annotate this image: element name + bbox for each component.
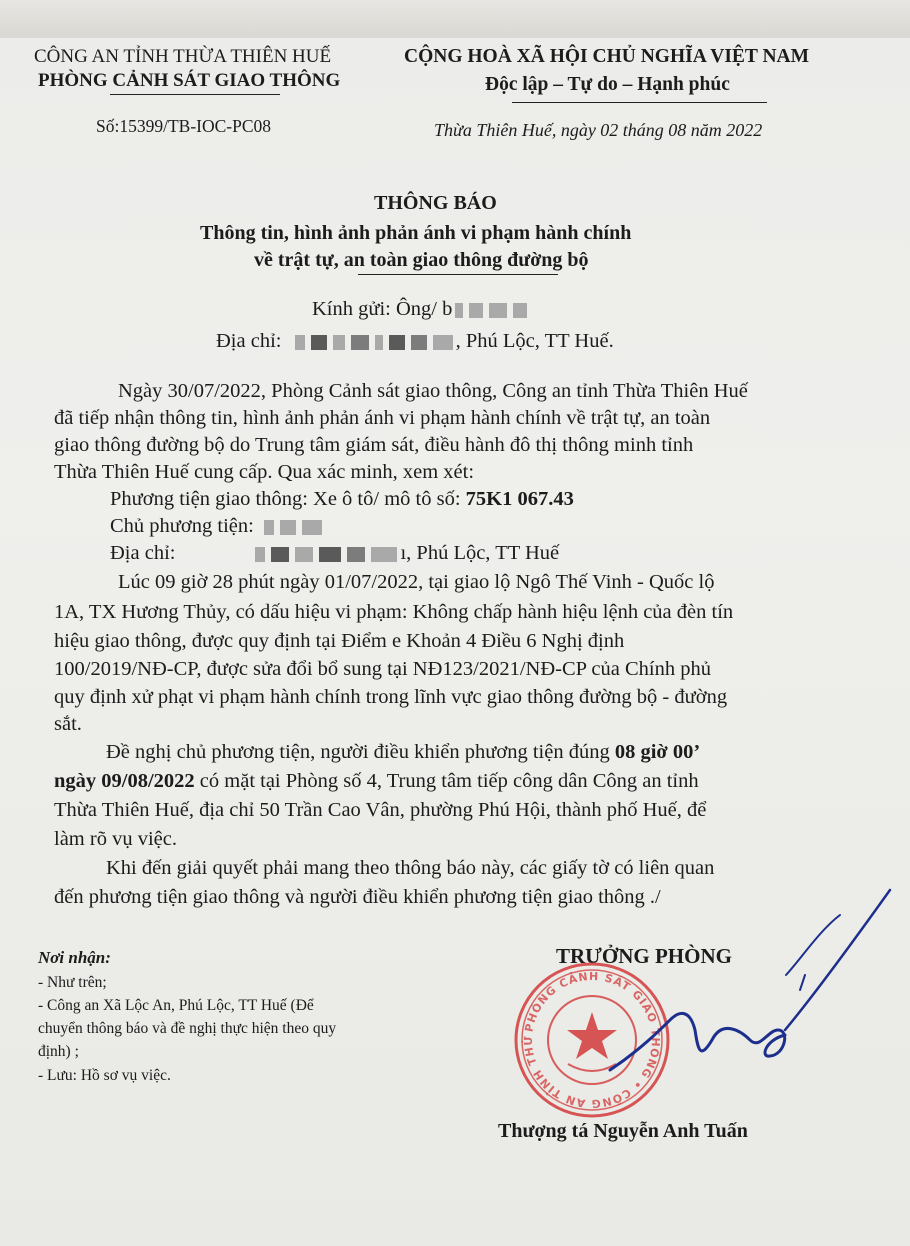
redaction-block <box>319 547 341 562</box>
recipients-item-3: - Lưu: Hồ sơ vụ việc. <box>38 1067 171 1084</box>
paragraph-3-line-2 <box>54 770 699 793</box>
paragraph-4-line-2: đến phương tiện giao thông và người điều khiển phương tiện giao thông ./ <box>54 886 661 908</box>
country-name: CỘNG HOÀ XÃ HỘI CHỦ NGHĨA VIỆT NAM <box>404 46 810 67</box>
national-motto: Độc lập – Tự do – Hạnh phúc <box>485 74 730 95</box>
redaction-block <box>375 335 383 350</box>
owner-line <box>110 515 325 538</box>
document-title: THÔNG BÁO <box>374 192 497 214</box>
appointment-time: 08 giờ 00’ <box>614 741 701 763</box>
recipient-address-label: Địa chỉ: <box>216 330 282 352</box>
svg-text:PHÒNG CẢNH SÁT GIAO THÔNG • CÔ: PHÒNG CẢNH SÁT GIAO THÔNG • CÔNG AN TỈNH THỪA THIÊN HUẾ <box>506 950 663 1111</box>
title-underline <box>358 274 558 275</box>
motto-underline <box>512 102 767 103</box>
paragraph-2-line-2: 1A, TX Hương Thủy, có dấu hiệu vi phạm: Không chấp hành hiệu lệnh của đèn tín <box>54 601 734 623</box>
vehicle-label: Phương tiện giao thông: Xe ô tô/ mô tô số: <box>110 488 466 510</box>
paragraph-1-line-4: Thừa Thiên Huế cung cấp. Qua xác minh, xem xét: <box>54 461 475 483</box>
paragraph-3-line-1 <box>106 741 700 764</box>
redaction-block <box>455 303 463 318</box>
redaction-block <box>311 335 327 350</box>
redaction-block <box>371 547 397 562</box>
owner-address-tail: ı, Phú Lộc, TT Huế <box>400 542 560 564</box>
paragraph-3-line-4: làm rõ vụ việc. <box>54 828 177 850</box>
recipients-item-1: - Như trên; <box>38 974 107 991</box>
redaction-block <box>271 547 289 562</box>
redaction-block <box>333 335 345 350</box>
redaction-block <box>489 303 507 318</box>
paragraph-1-line-3: giao thông đường bộ do Trung tâm giám sát, điều hành đô thị thông minh tỉnh <box>54 434 694 456</box>
recipient-address <box>216 330 614 353</box>
paragraph-1-line-1: Ngày 30/07/2022, Phòng Cảnh sát giao thông, Công an tỉnh Thừa Thiên Huế <box>118 380 748 402</box>
owner-label: Chủ phương tiện: <box>110 515 254 537</box>
redaction-block <box>302 520 322 535</box>
redaction-block <box>513 303 527 318</box>
redaction-block <box>295 335 305 350</box>
vehicle-line <box>110 488 574 511</box>
place-date: Thừa Thiên Huế, ngày 02 tháng 08 năm 2022 <box>434 120 763 140</box>
redaction-block <box>411 335 427 350</box>
agency-underline <box>110 94 280 95</box>
paragraph-4-line-1: Khi đến giải quyết phải mang theo thông báo này, các giấy tờ có liên quan <box>106 857 715 879</box>
agency-line1: CÔNG AN TỈNH THỪA THIÊN HUẾ <box>34 46 332 67</box>
paper-top-edge <box>0 0 910 38</box>
recipients-item-2-line-3: định) ; <box>38 1043 79 1060</box>
redaction-block <box>280 520 296 535</box>
agency-line2: PHÒNG CẢNH SÁT GIAO THÔNG <box>38 70 341 91</box>
paragraph-2-line-3: hiệu giao thông, được quy định tại Điểm e Khoản 4 Điều 6 Nghị định <box>54 630 625 652</box>
paragraph-1-line-2: đã tiếp nhận thông tin, hình ảnh phản ánh vi phạm hành chính về trật tự, an toàn <box>54 407 711 429</box>
recipient-address-tail: , Phú Lộc, TT Huế. <box>455 330 614 352</box>
recipients-item-2-line-2: chuyển thông báo và đề nghị thực hiện theo quy <box>38 1020 337 1037</box>
redaction-block <box>469 303 483 318</box>
p3-line1-text: Đề nghị chủ phương tiện, người điều khiển phương tiện đúng <box>106 741 615 763</box>
document-subtitle-2: về trật tự, an toàn giao thông đường bộ <box>254 249 589 271</box>
redaction-block <box>433 335 453 350</box>
signature-icon <box>600 880 900 1100</box>
redaction-block <box>255 547 265 562</box>
recipient-greeting <box>312 298 530 321</box>
signer-position: TRƯỞNG PHÒNG <box>556 944 732 968</box>
paragraph-2-line-5: quy định xử phạt vi phạm hành chính trong lĩnh vực giao thông đường bộ - đường <box>54 686 728 708</box>
paragraph-3-line-3: Thừa Thiên Huế, địa chỉ 50 Trần Cao Vân, phường Phú Hội, thành phố Huế, để <box>54 799 707 821</box>
p3-line2-text: có mặt tại Phòng số 4, Trung tâm tiếp công dân Công an tỉnh <box>194 770 699 792</box>
recipient-greeting-text: Kính gửi: Ông/ b <box>312 298 453 320</box>
owner-address-line <box>110 542 559 565</box>
recipients-title: Nơi nhận: <box>38 948 111 967</box>
document-number: Số:15399/TB-IOC-PC08 <box>96 116 272 136</box>
redaction-block <box>347 547 365 562</box>
redaction-block <box>389 335 405 350</box>
redaction-block <box>295 547 313 562</box>
paragraph-2-line-4: 100/2019/NĐ-CP, được sửa đổi bổ sung tại NĐ123/2021/NĐ-CP của Chính phủ <box>54 658 711 680</box>
signer-name: Thượng tá Nguyễn Anh Tuấn <box>498 1120 748 1142</box>
paragraph-2-line-1: Lúc 09 giờ 28 phút ngày 01/07/2022, tại giao lộ Ngô Thế Vinh - Quốc lộ <box>118 571 715 593</box>
recipients-item-2-line-1: - Công an Xã Lộc An, Phú Lộc, TT Huế (Để <box>38 997 314 1014</box>
vehicle-plate: 75K1 067.43 <box>465 488 574 510</box>
document-subtitle-1: Thông tin, hình ảnh phản ánh vi phạm hành chính <box>200 222 632 244</box>
redaction-block <box>351 335 369 350</box>
paragraph-2-line-6: sắt. <box>54 713 82 735</box>
redaction-block <box>264 520 274 535</box>
appointment-date: ngày 09/08/2022 <box>54 770 195 792</box>
owner-address-label: Địa chỉ: <box>110 542 176 564</box>
